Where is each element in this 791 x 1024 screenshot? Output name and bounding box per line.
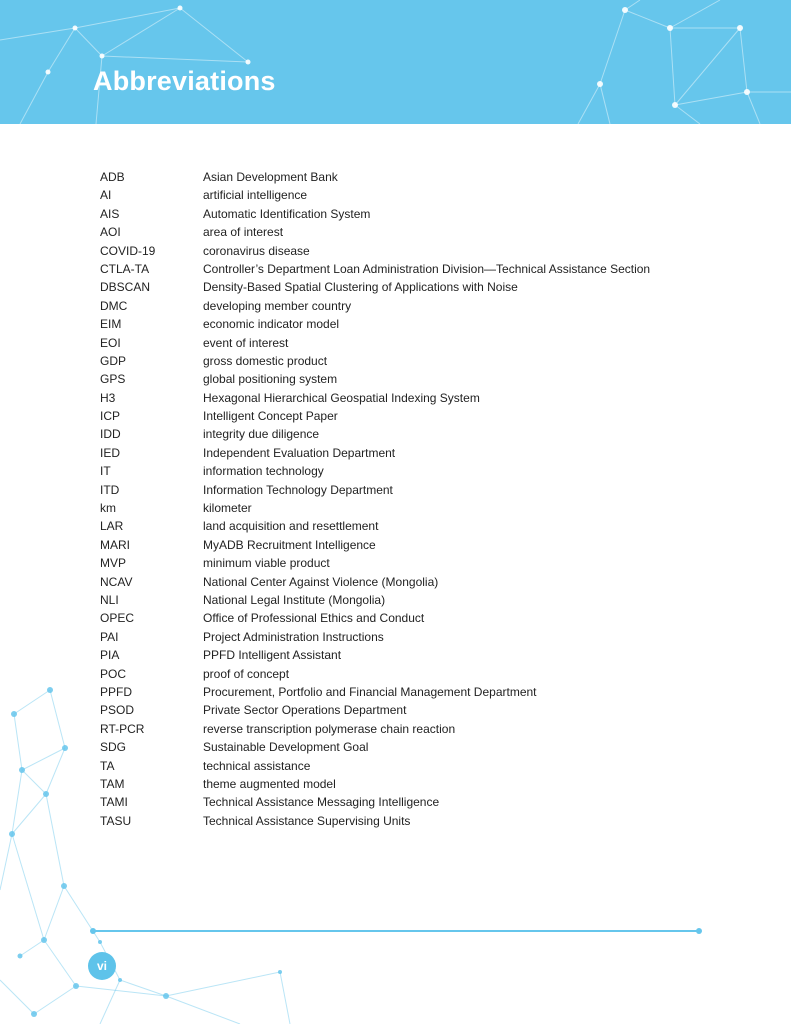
abbreviation-definition: theme augmented model xyxy=(203,776,336,791)
abbreviation-term: IED xyxy=(100,445,121,460)
abbreviation-definition: developing member country xyxy=(203,298,352,313)
abbreviation-definition: Sustainable Development Goal xyxy=(203,740,369,755)
abbreviation-row xyxy=(100,444,740,462)
abbreviation-term: MARI xyxy=(100,537,130,552)
abbreviation-row xyxy=(100,242,740,260)
abbreviation-definition: Intelligent Concept Paper xyxy=(203,409,338,424)
abbreviation-definition: land acquisition and resettlement xyxy=(203,519,379,534)
abbreviation-row xyxy=(100,775,740,793)
abbreviation-definition: area of interest xyxy=(203,225,284,240)
abbreviation-row xyxy=(100,186,740,204)
abbreviation-definition: kilometer xyxy=(203,501,252,516)
header-banner xyxy=(0,0,791,124)
abbreviation-row xyxy=(100,315,740,333)
abbreviation-definition: Information Technology Department xyxy=(203,482,393,497)
abbreviation-definition: Automatic Identification System xyxy=(203,206,371,221)
abbreviation-row xyxy=(100,591,740,609)
page-title: Abbreviations xyxy=(93,66,276,96)
abbreviation-term: DMC xyxy=(100,298,128,313)
abbreviation-definition: Controller’s Department Loan Administration Division—Technical Assistance Section xyxy=(203,261,651,276)
abbreviation-definition: Technical Assistance Messaging Intelligence xyxy=(203,795,440,810)
abbreviation-term: PPFD xyxy=(100,684,133,699)
abbreviation-term: PAI xyxy=(100,629,119,644)
abbreviation-definition: Independent Evaluation Department xyxy=(203,445,396,460)
abbreviation-term: km xyxy=(100,501,116,516)
abbreviation-definition: artificial intelligence xyxy=(203,188,308,203)
abbreviation-term: TASU xyxy=(100,813,132,828)
page-number-badge: vi xyxy=(88,952,116,980)
abbreviation-definition: Asian Development Bank xyxy=(203,170,338,184)
abbreviation-row xyxy=(100,481,740,499)
abbreviation-term: NCAV xyxy=(100,574,133,589)
abbreviation-term: AOI xyxy=(100,225,121,240)
abbreviation-term: ICP xyxy=(100,409,121,424)
abbreviation-row xyxy=(100,793,740,811)
abbreviation-definition: Procurement, Portfolio and Financial Management Department xyxy=(203,684,537,699)
abbreviation-definition: National Center Against Violence (Mongolia) xyxy=(203,574,439,589)
abbreviation-row xyxy=(100,812,740,830)
abbreviation-row xyxy=(100,665,740,683)
abbreviation-definition: Project Administration Instructions xyxy=(203,629,384,644)
abbreviation-row xyxy=(100,738,740,756)
abbreviation-term: SDG xyxy=(100,740,127,755)
abbreviation-row xyxy=(100,646,740,664)
abbreviation-term: GDP xyxy=(100,353,127,368)
abbreviation-term: COVID-19 xyxy=(100,243,156,258)
abbreviation-term: H3 xyxy=(100,390,116,405)
abbreviation-definition: Density-Based Spatial Clustering of Applications with Noise xyxy=(203,280,518,295)
abbreviation-term: AIS xyxy=(100,206,120,221)
abbreviation-row xyxy=(100,573,740,591)
abbreviation-row xyxy=(100,205,740,223)
abbreviation-row xyxy=(100,720,740,738)
footer-divider-dot-right xyxy=(696,928,702,934)
abbreviation-row xyxy=(100,168,740,186)
abbreviation-term: IDD xyxy=(100,427,121,442)
abbreviation-definition: Private Sector Operations Department xyxy=(203,703,407,718)
abbreviation-row xyxy=(100,609,740,627)
abbreviation-term: MVP xyxy=(100,556,127,571)
abbreviation-row xyxy=(100,701,740,719)
abbreviation-row xyxy=(100,352,740,370)
abbreviation-term: TA xyxy=(100,758,115,773)
abbreviation-term: RT-PCR xyxy=(100,721,145,736)
abbreviation-row xyxy=(100,370,740,388)
abbreviation-term: PIA xyxy=(100,648,120,663)
abbreviation-row xyxy=(100,628,740,646)
abbreviation-row xyxy=(100,297,740,315)
abbreviation-definition: integrity due diligence xyxy=(203,427,320,442)
abbreviation-term: OPEC xyxy=(100,611,135,626)
abbreviation-term: CTLA-TA xyxy=(100,261,150,276)
abbreviation-term: IT xyxy=(100,464,111,479)
abbreviation-term: PSOD xyxy=(100,703,135,718)
abbreviation-term: TAM xyxy=(100,776,125,791)
footer-divider-dot-left xyxy=(90,928,96,934)
abbreviation-row xyxy=(100,757,740,775)
abbreviation-definition: event of interest xyxy=(203,335,289,350)
abbreviation-definition: technical assistance xyxy=(203,758,311,773)
abbreviation-definition: coronavirus disease xyxy=(203,243,310,258)
abbreviation-row xyxy=(100,407,740,425)
abbreviation-row xyxy=(100,536,740,554)
abbreviation-definition: proof of concept xyxy=(203,666,290,681)
abbreviation-term: GPS xyxy=(100,372,126,387)
abbreviation-row xyxy=(100,223,740,241)
abbreviation-row xyxy=(100,425,740,443)
abbreviation-definition: National Legal Institute (Mongolia) xyxy=(203,592,386,607)
abbreviation-row xyxy=(100,389,740,407)
abbreviation-definition: minimum viable product xyxy=(203,556,330,571)
abbreviation-definition: Office of Professional Ethics and Conduct xyxy=(203,611,425,626)
abbreviation-row xyxy=(100,554,740,572)
abbreviation-definition: MyADB Recruitment Intelligence xyxy=(203,537,376,552)
abbreviation-term: DBSCAN xyxy=(100,280,151,295)
abbreviation-row xyxy=(100,278,740,296)
abbreviation-term: EIM xyxy=(100,317,122,332)
footer-divider xyxy=(93,930,699,932)
abbreviation-definition: economic indicator model xyxy=(203,317,340,332)
abbreviation-definition: global positioning system xyxy=(203,372,338,387)
abbreviation-row xyxy=(100,260,740,278)
abbreviation-term: AI xyxy=(100,188,112,203)
abbreviation-term: POC xyxy=(100,666,127,681)
abbreviation-definition: PPFD Intelligent Assistant xyxy=(203,648,342,663)
abbreviation-term: NLI xyxy=(100,592,119,607)
abbreviation-row xyxy=(100,683,740,701)
abbreviation-term: ADB xyxy=(100,170,125,184)
abbreviations-list xyxy=(100,168,740,830)
abbreviation-term: ITD xyxy=(100,482,120,497)
abbreviation-definition: Hexagonal Hierarchical Geospatial Indexing System xyxy=(203,390,480,405)
abbreviation-term: LAR xyxy=(100,519,124,534)
abbreviation-term: EOI xyxy=(100,335,121,350)
abbreviation-definition: Technical Assistance Supervising Units xyxy=(203,813,411,828)
abbreviation-row xyxy=(100,517,740,535)
abbreviation-definition: information technology xyxy=(203,464,324,479)
abbreviation-row xyxy=(100,334,740,352)
abbreviation-definition: reverse transcription polymerase chain reaction xyxy=(203,721,456,736)
abbreviation-definition: gross domestic product xyxy=(203,353,328,368)
abbreviation-row xyxy=(100,462,740,480)
network-pattern-graphic xyxy=(0,0,791,124)
abbreviation-term: TAMI xyxy=(100,795,128,810)
abbreviation-row xyxy=(100,499,740,517)
